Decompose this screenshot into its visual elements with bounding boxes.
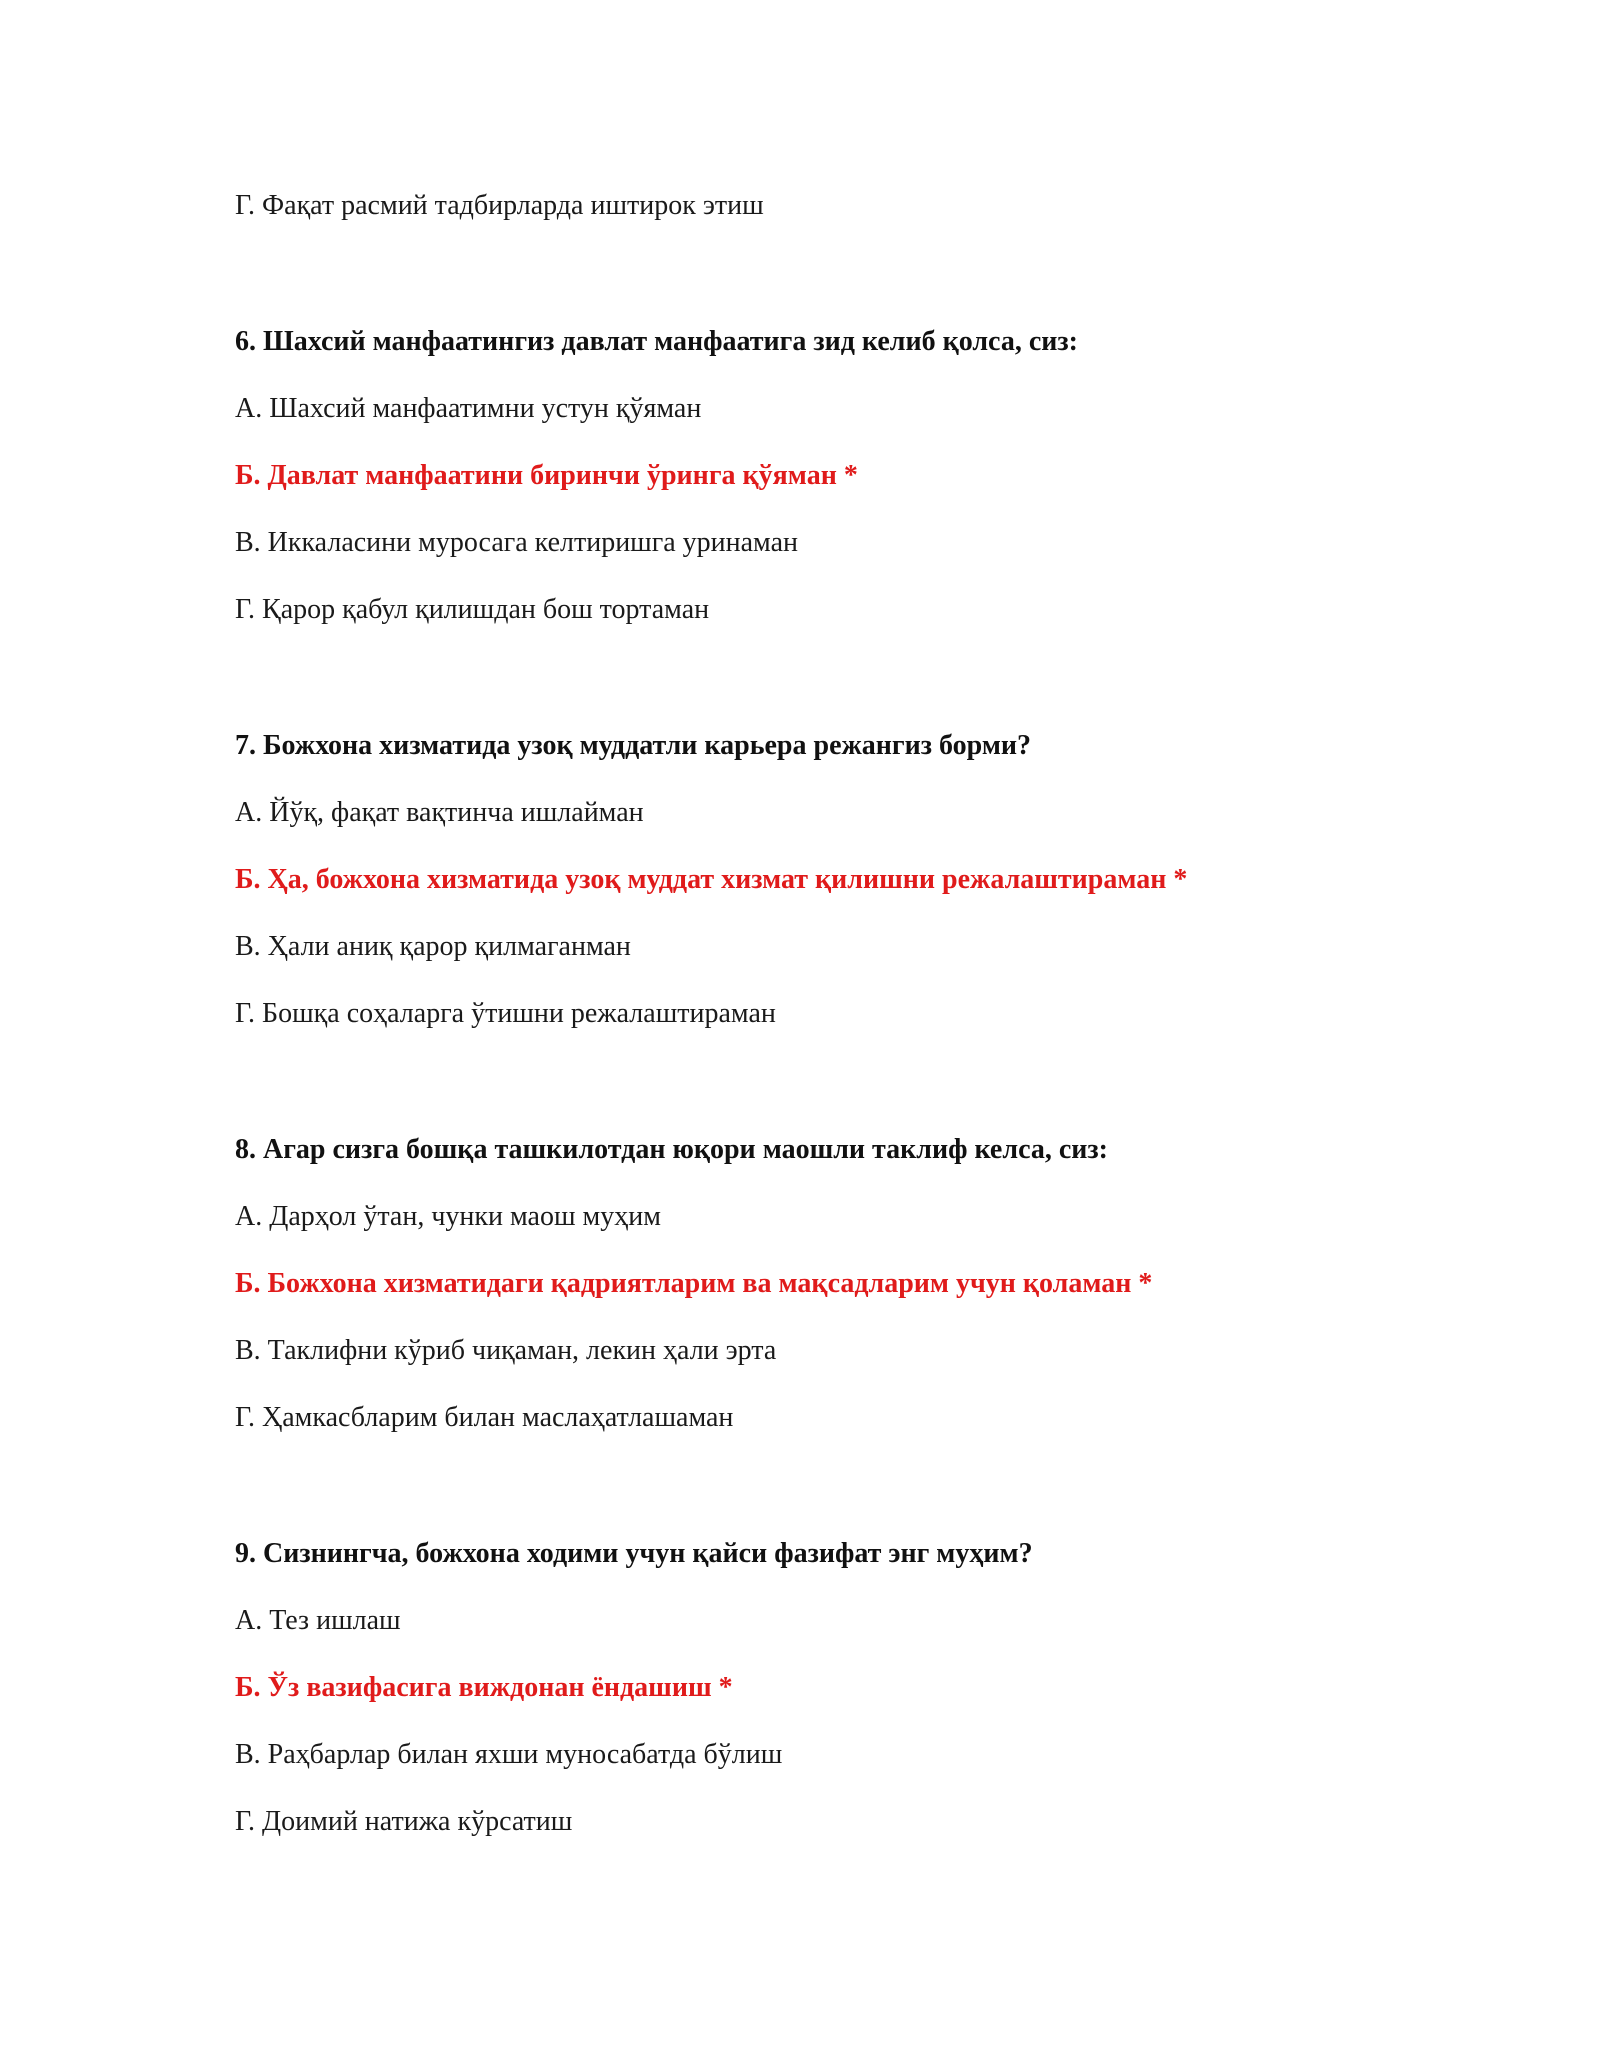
question-7-option-g: Г. Бошқа соҳаларга ўтишни режалаштираман bbox=[235, 998, 776, 1029]
question-6-option-v: В. Иккаласини муросага келтиришга уринаман bbox=[235, 527, 798, 558]
question-9-option-a: А. Тез ишлаш bbox=[235, 1605, 401, 1636]
question-9-text: 9. Сизнингча, божхона ходими учун қайси фазифат энг муҳим? bbox=[235, 1538, 1033, 1569]
question-7-text: 7. Божхона хизматида узоқ муддатли карьера режангиз борми? bbox=[235, 730, 1032, 761]
question-8-option-b-correct: Б. Божхона хизматидаги қадриятларим ва мақсадларим учун қоламан * bbox=[235, 1268, 1153, 1299]
question-8-option-v: В. Таклифни кўриб чиқаман, лекин ҳали эрта bbox=[235, 1335, 777, 1366]
prev-question-option-g: Г. Фақат расмий тадбирларда иштирок этиш bbox=[235, 190, 764, 221]
question-6-option-b-correct: Б. Давлат манфаатини биринчи ўринга қўяман * bbox=[235, 460, 858, 491]
question-6-text: 6. Шахсий манфаатингиз давлат манфаатига зид келиб қолса, сиз: bbox=[235, 326, 1078, 357]
question-8-option-a: А. Дарҳол ўтан, чунки маош муҳим bbox=[235, 1201, 661, 1232]
question-6-option-a: А. Шахсий манфаатимни устун қўяман bbox=[235, 393, 702, 424]
question-7-option-b-correct: Б. Ҳа, божхона хизматида узоқ муддат хизмат қилишни режалаштираман * bbox=[235, 864, 1188, 895]
question-6-option-g: Г. Қарор қабул қилишдан бош тортаман bbox=[235, 594, 710, 625]
question-9-option-v: В. Раҳбарлар билан яхши муносабатда бўлиш bbox=[235, 1739, 783, 1770]
question-9-option-b-correct: Б. Ўз вазифасига виждонан ёндашиш * bbox=[235, 1672, 733, 1703]
question-7-option-v: В. Ҳали аниқ қарор қилмаганман bbox=[235, 931, 631, 962]
question-8-text: 8. Агар сизга бошқа ташкилотдан юқори маошли таклиф келса, сиз: bbox=[235, 1134, 1108, 1165]
question-8-option-g: Г. Ҳамкасбларим билан маслаҳатлашаман bbox=[235, 1402, 734, 1433]
question-9-option-g: Г. Доимий натижа кўрсатиш bbox=[235, 1806, 573, 1837]
question-7-option-a: А. Йўқ, фақат вақтинча ишлайман bbox=[235, 797, 644, 828]
